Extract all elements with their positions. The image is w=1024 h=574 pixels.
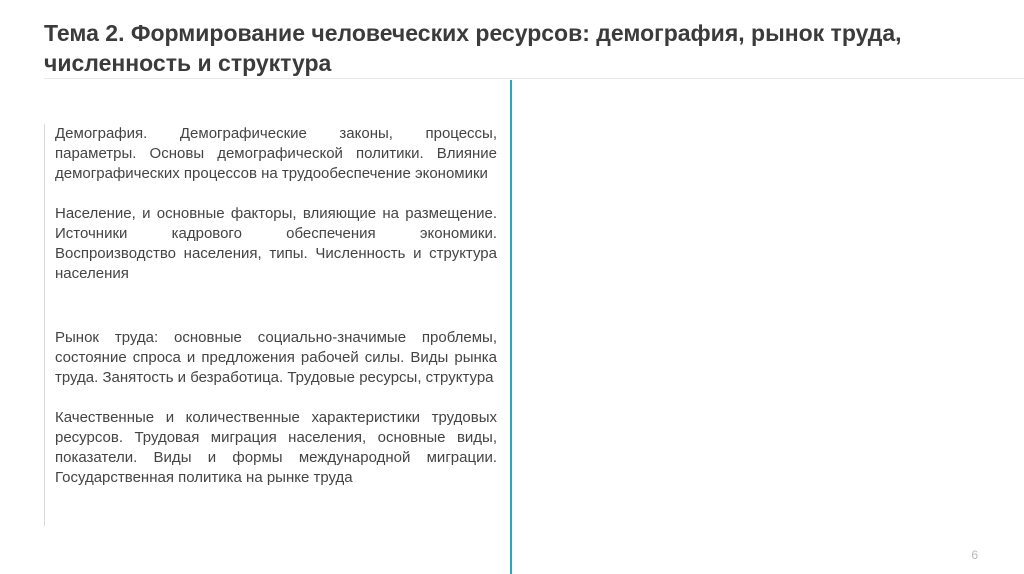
paragraph-population: Население, и основные факторы, влияющие на размещение. Источники кадрового обеспечения экономики. Воспроизводство населения, типы. Численность и структура населения	[55, 205, 497, 282]
page-number: 6	[971, 548, 978, 562]
content-block-labor-market	[44, 328, 497, 526]
vertical-accent-divider	[510, 80, 512, 574]
title-divider	[44, 78, 1024, 79]
content-block-demography	[44, 124, 497, 328]
slide-title: Тема 2. Формирование человеческих ресурсов: демография, рынок труда, численность и структура	[44, 20, 902, 76]
paragraph-labor-resources: Качественные и количественные характеристики трудовых ресурсов. Трудовая миграция населения, основные виды, показатели. Виды и формы международной миграции. Государственная политика на рынке труда	[55, 409, 497, 486]
paragraph-demography: Демография. Демографические законы, процессы, параметры. Основы демографической политики. Влияние демографических процессов на трудообеспечение экономики	[55, 125, 497, 182]
paragraph-labor-market: Рынок труда: основные социально-значимые проблемы, состояние спроса и предложения рабочей силы. Виды рынка труда. Занятость и безработица. Трудовые ресурсы, структура	[55, 329, 497, 386]
